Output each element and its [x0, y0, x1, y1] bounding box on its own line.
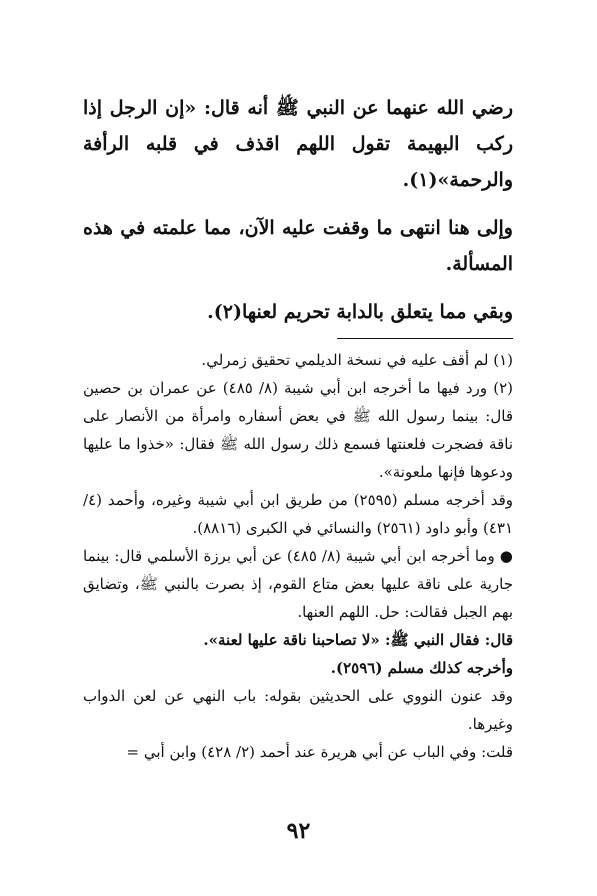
footnotes	[83, 346, 513, 766]
footnote-2-quote: قال: فقال النبي ﷺ: «لا تصاحبنا ناقة عليها لعنة».	[203, 631, 513, 649]
footnote-2-continued: قلت: وفي الباب عن أبي هريرة عند أحمد (٢/ ٤٢٨) وابن أبي =	[126, 743, 513, 761]
footnote-separator	[337, 338, 513, 339]
footnote-2-sources: وقد أخرجه مسلم (٢٥٩٥) من طريق ابن أبي شيبة وغيره، وأحمد (٤/ ٤٣١) وأبو داود (٢٥٦١) والنسائي في الكبرى (٨٨١٦).	[83, 491, 513, 537]
footnote-2-muslim: وأخرجه كذلك مسلم (٢٥٩٦).	[330, 659, 513, 677]
page-number: ٩٢	[286, 818, 311, 844]
footnote-2: (٢) ورد فيها ما أخرجه ابن أبي شيبة (٨/ ٤٨٥) عن عمران بن حصين قال: بينما رسول الله ﷺ في بعض أسفاره وامرأة من الأنصار على ناقة فضجرت فلعنتها فسمع ذلك رسول الله ﷺ فقال: «خذوا ما عليها ودعوها فإنها ملعونة».	[83, 379, 513, 481]
footnote-2-nawawi: وقد عنون النووي على الحديثين بقوله: باب النهي عن لعن الدواب وغيرها.	[83, 687, 513, 733]
paragraph-conclusion: وإلى هنا انتهى ما وقفت عليه الآن، مما علمته في هذه المسألة.	[83, 217, 513, 275]
footnote-2-bullet: ● وما أخرجه ابن أبي شيبة (٨/ ٤٨٥) عن أبي برزة الأسلمي قال: بينما جارية على ناقة عليها بعض متاع القوم، إذ بصرت بالنبي ﷺ، وتضايق بهم الجبل فقالت: حل. اللهم العنها.	[83, 542, 513, 626]
footnote-1: (١) لم أقف عليه في نسخة الديلمي تحقيق زمرلي.	[201, 351, 513, 369]
paragraph-hadith: رضي الله عنهما عن النبي ﷺ أنه قال: «إن الرجل إذا ركب البهيمة تقول اللهم اقذف في قلبه الرأفة والرحمة»(١).	[83, 97, 513, 191]
paragraph-cursing-animal: وبقي مما يتعلق بالدابة تحريم لعنها(٢).	[207, 301, 513, 323]
main-text	[83, 90, 513, 330]
